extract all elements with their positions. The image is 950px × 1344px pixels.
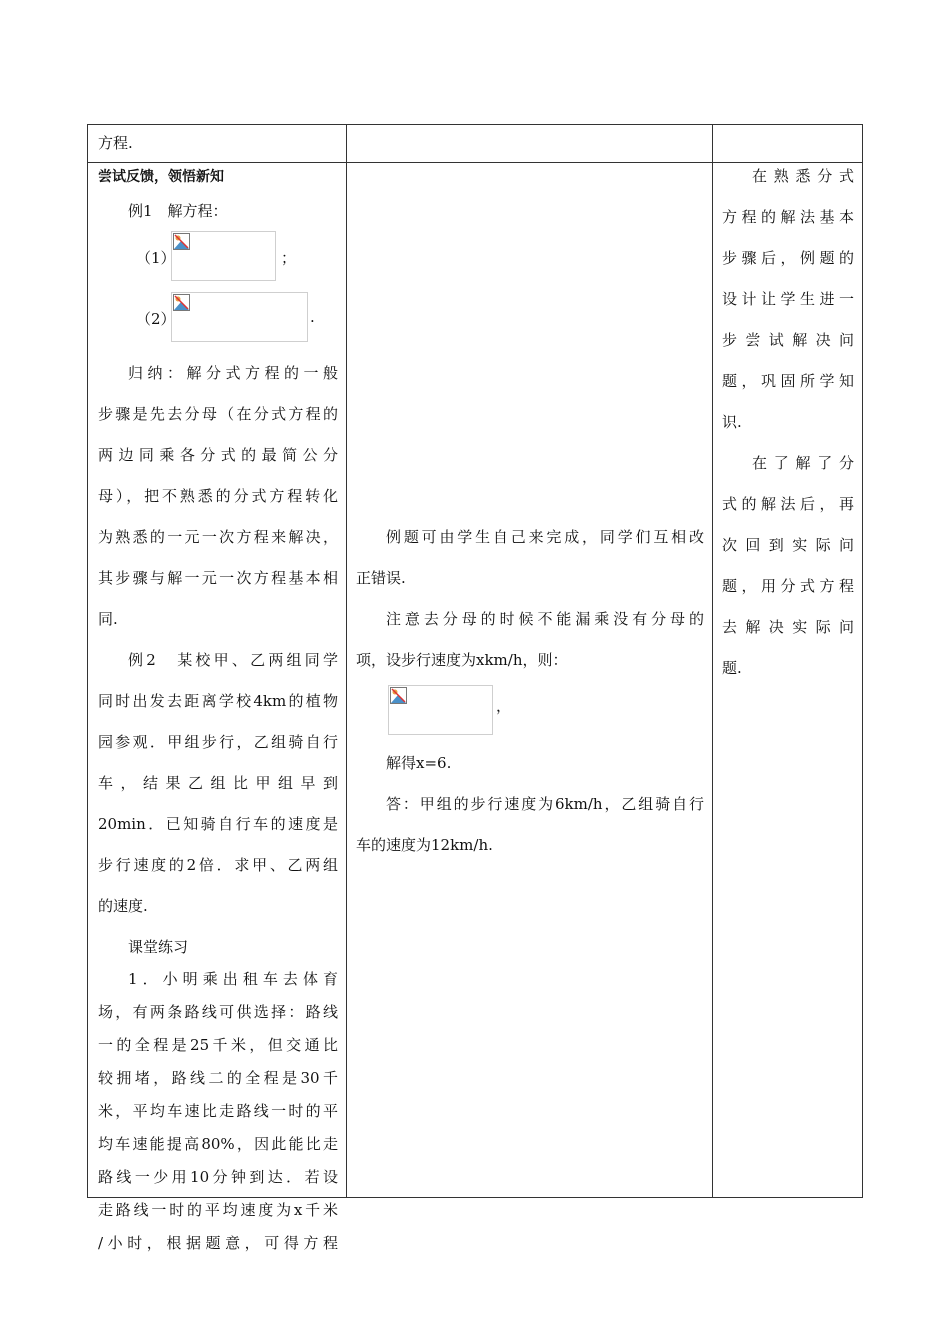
example2-line: 园参观．甲组步行，乙组骑自行 [98, 733, 338, 751]
middle-column [356, 517, 704, 866]
eq1-label: （1） [136, 249, 176, 267]
broken-image-icon [173, 294, 190, 311]
right-line: 次回到实际问 [722, 536, 854, 554]
broken-image-icon [173, 233, 190, 250]
column-divider [712, 125, 713, 1197]
example2-line: 同时出发去距离学校4km的植物 [98, 692, 338, 710]
right-line: 步尝试解决问 [722, 331, 854, 349]
right-line: 识. [722, 413, 742, 431]
practice-line: 1．小明乘出租车去体育 [128, 970, 338, 988]
practice-line: 走路线一时的平均速度为x千米 [98, 1201, 338, 1219]
right-line: 题，巩固所学知 [722, 372, 854, 390]
right-line: 设计让学生进一 [722, 290, 854, 308]
right-line: 在熟悉分式 [752, 167, 854, 185]
eq1-suffix: ； [281, 249, 297, 267]
summary-line: 为熟悉的一元一次方程来解决， [98, 528, 338, 546]
solve-line: 解得x=6. [386, 754, 452, 772]
right-line: 去解决实际问 [722, 618, 854, 636]
practice-line: 米，平均车速比走路线一时的平 [98, 1102, 338, 1120]
equation3-line [356, 681, 704, 743]
practice-line: 场，有两条路线可供选择：路线 [98, 1003, 338, 1021]
equation3-image [388, 685, 493, 735]
middle-line: 项，设步行速度为xkm/h，则： [356, 651, 568, 669]
summary-line: 母），把不熟悉的分式方程转化 [98, 487, 338, 505]
equation2-line [98, 292, 338, 353]
example2-line: 例2 某校甲、乙两组同学 [128, 651, 338, 669]
example2-line: 20min．已知骑自行车的速度是 [98, 815, 338, 833]
left-column [98, 163, 338, 1260]
right-line: 在了解了分 [752, 454, 854, 472]
equation1-image [171, 231, 276, 281]
section-heading: 尝试反馈，领悟新知 [98, 169, 224, 185]
right-line: 式的解法后，再 [722, 495, 854, 513]
broken-image-icon [390, 687, 407, 704]
practice-line: 较拥堵，路线二的全程是30千 [98, 1069, 338, 1087]
right-line: 题. [722, 659, 742, 677]
summary-line: 两边同乘各分式的最简公分 [98, 446, 338, 464]
eq2-suffix: . [310, 308, 315, 326]
lesson-table [87, 124, 863, 1252]
example2-line: 步行速度的2倍．求甲、乙两组 [98, 856, 338, 874]
summary-line: 步骤是先去分母（在分式方程的 [98, 405, 338, 423]
practice-line: /小时，根据题意，可得方程 [98, 1234, 338, 1252]
eq3-suffix: ， [496, 697, 512, 715]
example2-line: 的速度. [98, 897, 148, 915]
practice-label: 课堂练习 [128, 938, 189, 956]
equation1-line [98, 231, 338, 292]
summary-line: 其步骤与解一元一次方程基本相 [98, 569, 338, 587]
practice-line: 均车速能提高80%，因此能比走 [98, 1135, 338, 1153]
right-column [722, 156, 854, 689]
equation2-image [171, 292, 308, 342]
right-line: 题，用分式方程 [722, 577, 854, 595]
practice-line: 一的全程是25千米，但交通比 [98, 1036, 338, 1054]
right-line: 步骤后，例题的 [722, 249, 854, 267]
middle-line: 正错误. [356, 569, 406, 587]
answer-line: 车的速度为12km/h. [356, 836, 493, 854]
summary-line: 同. [98, 610, 118, 628]
row1-col1-cell [98, 129, 133, 157]
example2-line: 车，结果乙组比甲组早到 [98, 774, 338, 792]
summary-line: 归纳：解分式方程的一般 [128, 364, 338, 382]
middle-line: 注意去分母的时候不能漏乘没有分母的 [386, 610, 704, 628]
row1-text: 方程. [98, 134, 133, 152]
example1-label: 例1 解方程： [128, 202, 228, 220]
eq2-label: （2） [136, 310, 176, 328]
right-line: 方程的解法基本 [722, 208, 854, 226]
column-divider [346, 125, 347, 1197]
answer-line: 答：甲组的步行速度为6km/h，乙组骑自行 [386, 795, 704, 813]
middle-line: 例题可由学生自己来完成，同学们互相改 [386, 528, 704, 546]
practice-line: 路线一少用10分钟到达．若设 [98, 1168, 338, 1186]
